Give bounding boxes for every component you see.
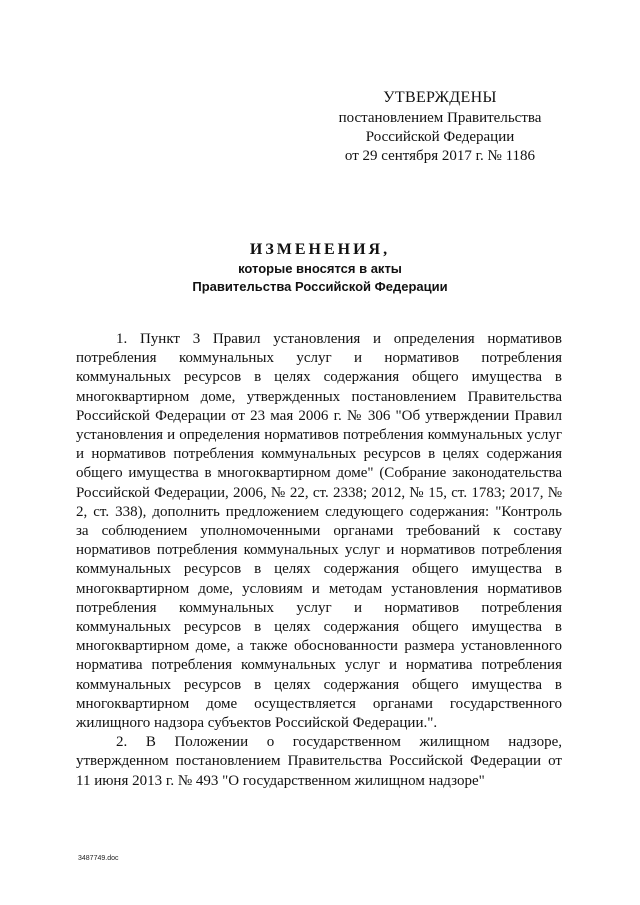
approval-line-3: от 29 сентября 2017 г. № 1186 (344, 148, 536, 164)
document-body (76, 330, 562, 791)
title-subtitle-1: которые вносятся в акты (238, 261, 402, 276)
approval-line-2: Российской Федерации (365, 129, 515, 145)
paragraph-2: 2. В Положении о государственном жилищном надзоре, утвержденном постановлением Правительства Российской Федерации от 11 июня 2013 г. № 493 "О государственном жилищном надзоре" (76, 734, 562, 789)
approval-head: УТВЕРЖДЕНЫ (383, 89, 497, 106)
title-main: ИЗМЕНЕНИЯ, (249, 241, 391, 258)
title-subtitle-2: Правительства Российской Федерации (192, 279, 448, 294)
approval-line-1: постановлением Правительства (338, 110, 542, 126)
footer-doc-id: 3487749.doc (78, 855, 119, 862)
paragraph-1: 1. Пункт 3 Правил установления и определения нормативов потребления коммунальных услуг и нормативов потребления коммунальных ресурсов в целях содержания общего имущества в многоквартирном доме, утвержденных постановлением Правительства Российской Федерации от 23 мая 2006 г. № 306 "Об утверждении Правил установления и определения нормативов потребления коммунальных услуг и нормативов потребления коммунальных ресурсов в целях содержания общего имущества в многоквартирном доме" (Собрание законодательства Российской Федерации, 2006, № 22, ст. 2338; 2012, № 15, ст. 1783; 2017, № 2, ст. 338), дополнить предложением следующего содержания: "Контроль за соблюдением уполномоченными органами требований к составу нормативов потребления коммунальных услуг и нормативов потребления коммунальных ресурсов в целях содержания общего имущества в многоквартирном доме, условиям и методам установления нормативов потребления коммунальных услуг и нормативов потребления коммунальных ресурсов в целях содержания общего имущества в многоквартирном доме, а также обоснованности размера установленного норматива потребления коммунальных услуг и норматива потребления коммунальных ресурсов в целях содержания общего имущества в многоквартирном доме осуществляется органами государственного жилищного надзора субъектов Российской Федерации.". (76, 331, 562, 732)
approval-stamp (320, 88, 560, 166)
document-title (80, 240, 560, 296)
